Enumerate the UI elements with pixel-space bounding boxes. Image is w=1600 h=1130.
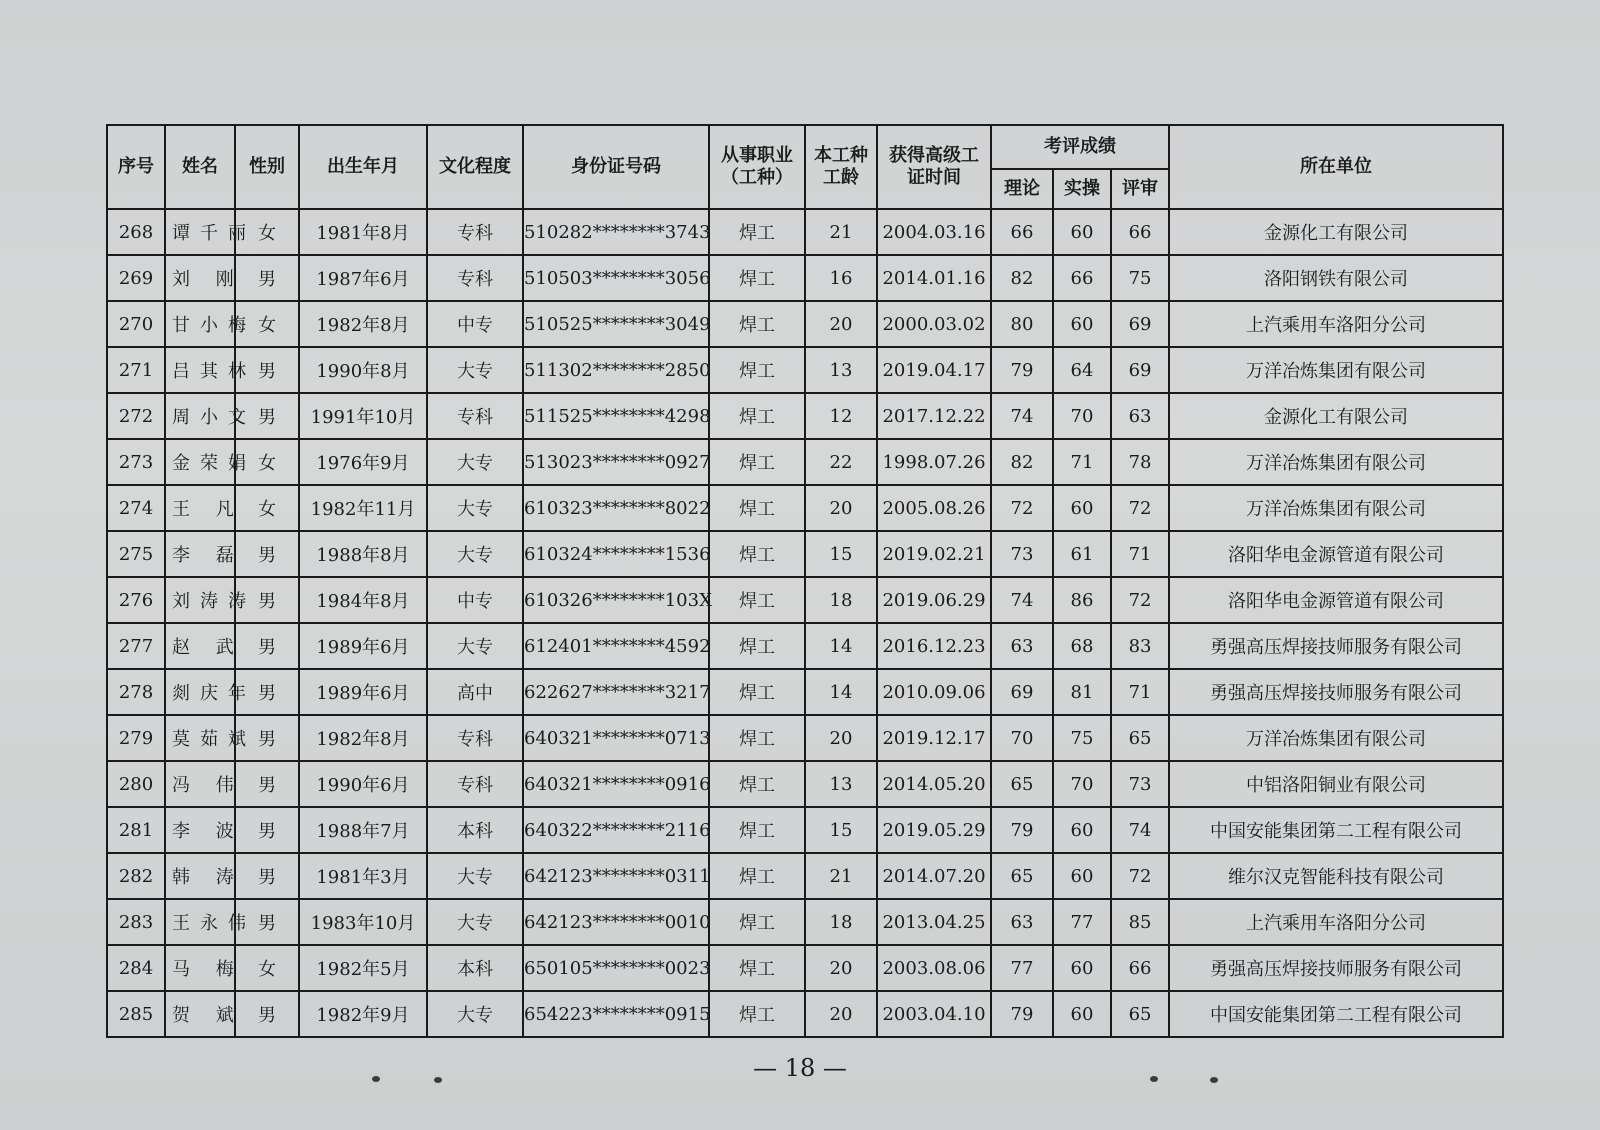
cell-unit: 勇强高压焊接技师服务有限公司 xyxy=(1169,669,1503,715)
table-row xyxy=(107,347,1503,393)
cell-name: 贺 斌 xyxy=(165,991,235,1037)
cell-id-number: 640321********0713 xyxy=(523,715,709,761)
cell-gender: 男 xyxy=(235,761,299,807)
cell-cert-date: 2013.04.25 xyxy=(877,899,991,945)
cell-cert-date: 2019.04.17 xyxy=(877,347,991,393)
cell-practice: 86 xyxy=(1053,577,1111,623)
cell-education: 中专 xyxy=(427,577,523,623)
cell-name: 赵 武 xyxy=(165,623,235,669)
cell-occupation: 焊工 xyxy=(709,945,805,991)
cell-cert-date: 2016.12.23 xyxy=(877,623,991,669)
cell-practice: 60 xyxy=(1053,991,1111,1037)
cell-unit: 万洋冶炼集团有限公司 xyxy=(1169,439,1503,485)
cell-theory: 79 xyxy=(991,807,1053,853)
table-row xyxy=(107,991,1503,1037)
cell-seq: 273 xyxy=(107,439,165,485)
cell-name: 金荣娟 xyxy=(165,439,235,485)
cell-years: 20 xyxy=(805,945,877,991)
cell-education: 大专 xyxy=(427,347,523,393)
cell-education: 大专 xyxy=(427,899,523,945)
header-education: 文化程度 xyxy=(427,125,523,209)
cell-id-number: 654223********0915 xyxy=(523,991,709,1037)
table-row xyxy=(107,715,1503,761)
cell-years: 13 xyxy=(805,347,877,393)
table-row xyxy=(107,301,1503,347)
cell-cert-date: 2003.08.06 xyxy=(877,945,991,991)
cell-name: 冯 伟 xyxy=(165,761,235,807)
cell-birth: 1990年6月 xyxy=(299,761,427,807)
cell-education: 大专 xyxy=(427,991,523,1037)
cell-gender: 女 xyxy=(235,209,299,255)
table-row xyxy=(107,393,1503,439)
binding-hole xyxy=(1210,1077,1218,1083)
cell-id-number: 640321********0916 xyxy=(523,761,709,807)
table-row xyxy=(107,807,1503,853)
table-header xyxy=(107,125,1503,209)
cell-gender: 男 xyxy=(235,531,299,577)
cell-years: 15 xyxy=(805,531,877,577)
cell-theory: 79 xyxy=(991,991,1053,1037)
cell-birth: 1987年6月 xyxy=(299,255,427,301)
cell-id-number: 610326********103X xyxy=(523,577,709,623)
cell-gender: 男 xyxy=(235,255,299,301)
cell-review: 63 xyxy=(1111,393,1169,439)
cell-theory: 65 xyxy=(991,853,1053,899)
cell-birth: 1976年9月 xyxy=(299,439,427,485)
cell-theory: 80 xyxy=(991,301,1053,347)
cell-education: 专科 xyxy=(427,209,523,255)
cell-cert-date: 2000.03.02 xyxy=(877,301,991,347)
cell-name: 刘 刚 xyxy=(165,255,235,301)
cell-theory: 74 xyxy=(991,393,1053,439)
cell-education: 大专 xyxy=(427,531,523,577)
cell-name: 甘小梅 xyxy=(165,301,235,347)
cell-id-number: 510525********3049 xyxy=(523,301,709,347)
cell-review: 72 xyxy=(1111,577,1169,623)
cell-seq: 274 xyxy=(107,485,165,531)
cell-years: 18 xyxy=(805,899,877,945)
binding-hole xyxy=(1150,1076,1158,1082)
cell-seq: 285 xyxy=(107,991,165,1037)
cell-seq: 280 xyxy=(107,761,165,807)
cell-birth: 1984年8月 xyxy=(299,577,427,623)
cell-practice: 60 xyxy=(1053,301,1111,347)
cell-seq: 282 xyxy=(107,853,165,899)
header-unit: 所在单位 xyxy=(1169,125,1503,209)
cell-practice: 60 xyxy=(1053,807,1111,853)
cell-education: 大专 xyxy=(427,623,523,669)
cell-birth: 1981年8月 xyxy=(299,209,427,255)
header-birth: 出生年月 xyxy=(299,125,427,209)
cell-occupation: 焊工 xyxy=(709,807,805,853)
cell-seq: 279 xyxy=(107,715,165,761)
cell-name: 韩 涛 xyxy=(165,853,235,899)
cell-review: 69 xyxy=(1111,347,1169,393)
cell-cert-date: 2014.01.16 xyxy=(877,255,991,301)
header-theory: 理论 xyxy=(991,169,1053,209)
cell-gender: 男 xyxy=(235,393,299,439)
cell-years: 13 xyxy=(805,761,877,807)
cell-education: 专科 xyxy=(427,761,523,807)
cell-occupation: 焊工 xyxy=(709,255,805,301)
cell-unit: 万洋冶炼集团有限公司 xyxy=(1169,715,1503,761)
cell-birth: 1988年7月 xyxy=(299,807,427,853)
cell-theory: 73 xyxy=(991,531,1053,577)
cell-years: 20 xyxy=(805,715,877,761)
cell-cert-date: 2004.03.16 xyxy=(877,209,991,255)
cell-gender: 女 xyxy=(235,301,299,347)
cell-practice: 81 xyxy=(1053,669,1111,715)
cell-theory: 82 xyxy=(991,439,1053,485)
cell-unit: 洛阳钢铁有限公司 xyxy=(1169,255,1503,301)
cell-practice: 66 xyxy=(1053,255,1111,301)
cell-id-number: 610324********1536 xyxy=(523,531,709,577)
cell-education: 专科 xyxy=(427,715,523,761)
cell-theory: 65 xyxy=(991,761,1053,807)
cell-theory: 74 xyxy=(991,577,1053,623)
cell-practice: 70 xyxy=(1053,761,1111,807)
cell-birth: 1989年6月 xyxy=(299,669,427,715)
cell-name: 马 梅 xyxy=(165,945,235,991)
table-row xyxy=(107,531,1503,577)
table-row xyxy=(107,485,1503,531)
header-id-number: 身份证号码 xyxy=(523,125,709,209)
cell-occupation: 焊工 xyxy=(709,715,805,761)
cell-review: 66 xyxy=(1111,209,1169,255)
cell-id-number: 510282********3743 xyxy=(523,209,709,255)
cell-review: 71 xyxy=(1111,669,1169,715)
cell-unit: 金源化工有限公司 xyxy=(1169,393,1503,439)
cell-seq: 278 xyxy=(107,669,165,715)
cell-unit: 中国安能集团第二工程有限公司 xyxy=(1169,991,1503,1037)
cell-name: 王 凡 xyxy=(165,485,235,531)
header-gender: 性别 xyxy=(235,125,299,209)
cell-occupation: 焊工 xyxy=(709,669,805,715)
cell-unit: 金源化工有限公司 xyxy=(1169,209,1503,255)
header-cert-date-text: 获得高级工证时间 xyxy=(889,145,979,188)
cell-occupation: 焊工 xyxy=(709,623,805,669)
binding-hole xyxy=(372,1076,380,1082)
cell-id-number: 622627********3217 xyxy=(523,669,709,715)
cell-years: 20 xyxy=(805,301,877,347)
cell-name: 刘涛涛 xyxy=(165,577,235,623)
cell-id-number: 511302********2850 xyxy=(523,347,709,393)
cell-seq: 277 xyxy=(107,623,165,669)
cell-gender: 女 xyxy=(235,485,299,531)
cell-occupation: 焊工 xyxy=(709,439,805,485)
table-row xyxy=(107,899,1503,945)
cell-unit: 中国安能集团第二工程有限公司 xyxy=(1169,807,1503,853)
cell-theory: 72 xyxy=(991,485,1053,531)
cell-education: 本科 xyxy=(427,945,523,991)
cell-gender: 女 xyxy=(235,945,299,991)
cell-theory: 79 xyxy=(991,347,1053,393)
cell-review: 65 xyxy=(1111,715,1169,761)
cell-practice: 75 xyxy=(1053,715,1111,761)
cell-practice: 68 xyxy=(1053,623,1111,669)
header-years-text: 本工种工龄 xyxy=(814,145,868,188)
cell-years: 14 xyxy=(805,669,877,715)
cell-birth: 1982年8月 xyxy=(299,301,427,347)
cell-cert-date: 2014.05.20 xyxy=(877,761,991,807)
cell-years: 20 xyxy=(805,485,877,531)
cell-name: 王永伟 xyxy=(165,899,235,945)
cell-seq: 281 xyxy=(107,807,165,853)
cell-gender: 男 xyxy=(235,623,299,669)
roster-table xyxy=(106,124,1504,1038)
cell-cert-date: 1998.07.26 xyxy=(877,439,991,485)
cell-birth: 1989年6月 xyxy=(299,623,427,669)
cell-name: 李 波 xyxy=(165,807,235,853)
cell-years: 18 xyxy=(805,577,877,623)
cell-cert-date: 2019.05.29 xyxy=(877,807,991,853)
cell-name: 谭千丽 xyxy=(165,209,235,255)
cell-name: 吕其林 xyxy=(165,347,235,393)
header-score-group: 考评成绩 xyxy=(991,125,1169,169)
header-cert-date xyxy=(877,125,991,209)
cell-practice: 64 xyxy=(1053,347,1111,393)
cell-occupation: 焊工 xyxy=(709,347,805,393)
cell-gender: 男 xyxy=(235,899,299,945)
cell-cert-date: 2019.02.21 xyxy=(877,531,991,577)
cell-theory: 63 xyxy=(991,899,1053,945)
cell-seq: 269 xyxy=(107,255,165,301)
cell-years: 15 xyxy=(805,807,877,853)
cell-years: 14 xyxy=(805,623,877,669)
cell-id-number: 610323********8022 xyxy=(523,485,709,531)
cell-unit: 勇强高压焊接技师服务有限公司 xyxy=(1169,945,1503,991)
cell-review: 72 xyxy=(1111,485,1169,531)
cell-review: 85 xyxy=(1111,899,1169,945)
cell-birth: 1982年5月 xyxy=(299,945,427,991)
cell-seq: 283 xyxy=(107,899,165,945)
cell-practice: 60 xyxy=(1053,485,1111,531)
cell-seq: 271 xyxy=(107,347,165,393)
cell-cert-date: 2014.07.20 xyxy=(877,853,991,899)
cell-id-number: 642123********0311 xyxy=(523,853,709,899)
cell-practice: 70 xyxy=(1053,393,1111,439)
cell-seq: 275 xyxy=(107,531,165,577)
header-practice: 实操 xyxy=(1053,169,1111,209)
cell-years: 12 xyxy=(805,393,877,439)
cell-unit: 中铝洛阳铜业有限公司 xyxy=(1169,761,1503,807)
cell-seq: 272 xyxy=(107,393,165,439)
cell-review: 83 xyxy=(1111,623,1169,669)
cell-occupation: 焊工 xyxy=(709,485,805,531)
cell-gender: 男 xyxy=(235,807,299,853)
cell-theory: 66 xyxy=(991,209,1053,255)
cell-seq: 270 xyxy=(107,301,165,347)
cell-years: 22 xyxy=(805,439,877,485)
cell-unit: 洛阳华电金源管道有限公司 xyxy=(1169,577,1503,623)
cell-occupation: 焊工 xyxy=(709,531,805,577)
cell-review: 74 xyxy=(1111,807,1169,853)
cell-review: 73 xyxy=(1111,761,1169,807)
cell-occupation: 焊工 xyxy=(709,209,805,255)
cell-cert-date: 2003.04.10 xyxy=(877,991,991,1037)
cell-birth: 1990年8月 xyxy=(299,347,427,393)
cell-id-number: 510503********3056 xyxy=(523,255,709,301)
cell-cert-date: 2019.06.29 xyxy=(877,577,991,623)
cell-gender: 男 xyxy=(235,577,299,623)
page-number: — 18 — xyxy=(753,1054,847,1082)
cell-gender: 男 xyxy=(235,669,299,715)
cell-occupation: 焊工 xyxy=(709,393,805,439)
cell-practice: 61 xyxy=(1053,531,1111,577)
header-years xyxy=(805,125,877,209)
cell-gender: 男 xyxy=(235,991,299,1037)
table-row xyxy=(107,623,1503,669)
cell-occupation: 焊工 xyxy=(709,899,805,945)
cell-education: 大专 xyxy=(427,439,523,485)
cell-review: 71 xyxy=(1111,531,1169,577)
binding-hole xyxy=(434,1077,442,1083)
cell-unit: 上汽乘用车洛阳分公司 xyxy=(1169,301,1503,347)
cell-id-number: 511525********4298 xyxy=(523,393,709,439)
cell-education: 专科 xyxy=(427,393,523,439)
cell-occupation: 焊工 xyxy=(709,853,805,899)
cell-id-number: 650105********0023 xyxy=(523,945,709,991)
cell-review: 72 xyxy=(1111,853,1169,899)
cell-birth: 1982年11月 xyxy=(299,485,427,531)
cell-birth: 1991年10月 xyxy=(299,393,427,439)
header-review: 评审 xyxy=(1111,169,1169,209)
cell-theory: 77 xyxy=(991,945,1053,991)
table-row xyxy=(107,439,1503,485)
cell-cert-date: 2010.09.06 xyxy=(877,669,991,715)
cell-education: 本科 xyxy=(427,807,523,853)
table-row xyxy=(107,577,1503,623)
cell-id-number: 612401********4592 xyxy=(523,623,709,669)
table-row xyxy=(107,255,1503,301)
cell-seq: 284 xyxy=(107,945,165,991)
table-body xyxy=(107,209,1503,1037)
cell-review: 78 xyxy=(1111,439,1169,485)
header-name: 姓名 xyxy=(165,125,235,209)
table-row xyxy=(107,761,1503,807)
cell-practice: 77 xyxy=(1053,899,1111,945)
cell-education: 大专 xyxy=(427,853,523,899)
cell-id-number: 640322********2116 xyxy=(523,807,709,853)
cell-theory: 69 xyxy=(991,669,1053,715)
cell-name: 剡庆年 xyxy=(165,669,235,715)
cell-gender: 女 xyxy=(235,439,299,485)
cell-seq: 268 xyxy=(107,209,165,255)
cell-birth: 1981年3月 xyxy=(299,853,427,899)
cell-name: 周小文 xyxy=(165,393,235,439)
cell-education: 中专 xyxy=(427,301,523,347)
cell-cert-date: 2017.12.22 xyxy=(877,393,991,439)
cell-unit: 洛阳华电金源管道有限公司 xyxy=(1169,531,1503,577)
cell-name: 莫茹斌 xyxy=(165,715,235,761)
cell-occupation: 焊工 xyxy=(709,577,805,623)
cell-unit: 万洋冶炼集团有限公司 xyxy=(1169,347,1503,393)
cell-education: 高中 xyxy=(427,669,523,715)
cell-birth: 1982年9月 xyxy=(299,991,427,1037)
cell-theory: 82 xyxy=(991,255,1053,301)
cell-review: 66 xyxy=(1111,945,1169,991)
cell-unit: 维尔汉克智能科技有限公司 xyxy=(1169,853,1503,899)
cell-name: 李 磊 xyxy=(165,531,235,577)
cell-unit: 勇强高压焊接技师服务有限公司 xyxy=(1169,623,1503,669)
cell-review: 75 xyxy=(1111,255,1169,301)
cell-occupation: 焊工 xyxy=(709,991,805,1037)
cell-practice: 71 xyxy=(1053,439,1111,485)
cell-birth: 1983年10月 xyxy=(299,899,427,945)
table-row xyxy=(107,669,1503,715)
cell-unit: 上汽乘用车洛阳分公司 xyxy=(1169,899,1503,945)
cell-review: 69 xyxy=(1111,301,1169,347)
cell-unit: 万洋冶炼集团有限公司 xyxy=(1169,485,1503,531)
cell-years: 20 xyxy=(805,991,877,1037)
table-row xyxy=(107,945,1503,991)
cell-occupation: 焊工 xyxy=(709,301,805,347)
cell-birth: 1988年8月 xyxy=(299,531,427,577)
table-row xyxy=(107,853,1503,899)
cell-cert-date: 2019.12.17 xyxy=(877,715,991,761)
cell-birth: 1982年8月 xyxy=(299,715,427,761)
cell-practice: 60 xyxy=(1053,209,1111,255)
header-seq: 序号 xyxy=(107,125,165,209)
cell-cert-date: 2005.08.26 xyxy=(877,485,991,531)
header-occupation-text: 从事职业（工种） xyxy=(721,145,793,188)
roster-table-container xyxy=(106,124,1502,1038)
cell-education: 专科 xyxy=(427,255,523,301)
cell-years: 21 xyxy=(805,853,877,899)
cell-gender: 男 xyxy=(235,715,299,761)
cell-years: 16 xyxy=(805,255,877,301)
cell-gender: 男 xyxy=(235,853,299,899)
cell-years: 21 xyxy=(805,209,877,255)
cell-seq: 276 xyxy=(107,577,165,623)
cell-practice: 60 xyxy=(1053,853,1111,899)
cell-occupation: 焊工 xyxy=(709,761,805,807)
cell-education: 大专 xyxy=(427,485,523,531)
cell-theory: 63 xyxy=(991,623,1053,669)
cell-id-number: 513023********0927 xyxy=(523,439,709,485)
cell-practice: 60 xyxy=(1053,945,1111,991)
header-occupation xyxy=(709,125,805,209)
cell-theory: 70 xyxy=(991,715,1053,761)
cell-review: 65 xyxy=(1111,991,1169,1037)
cell-id-number: 642123********0010 xyxy=(523,899,709,945)
cell-gender: 男 xyxy=(235,347,299,393)
table-row xyxy=(107,209,1503,255)
